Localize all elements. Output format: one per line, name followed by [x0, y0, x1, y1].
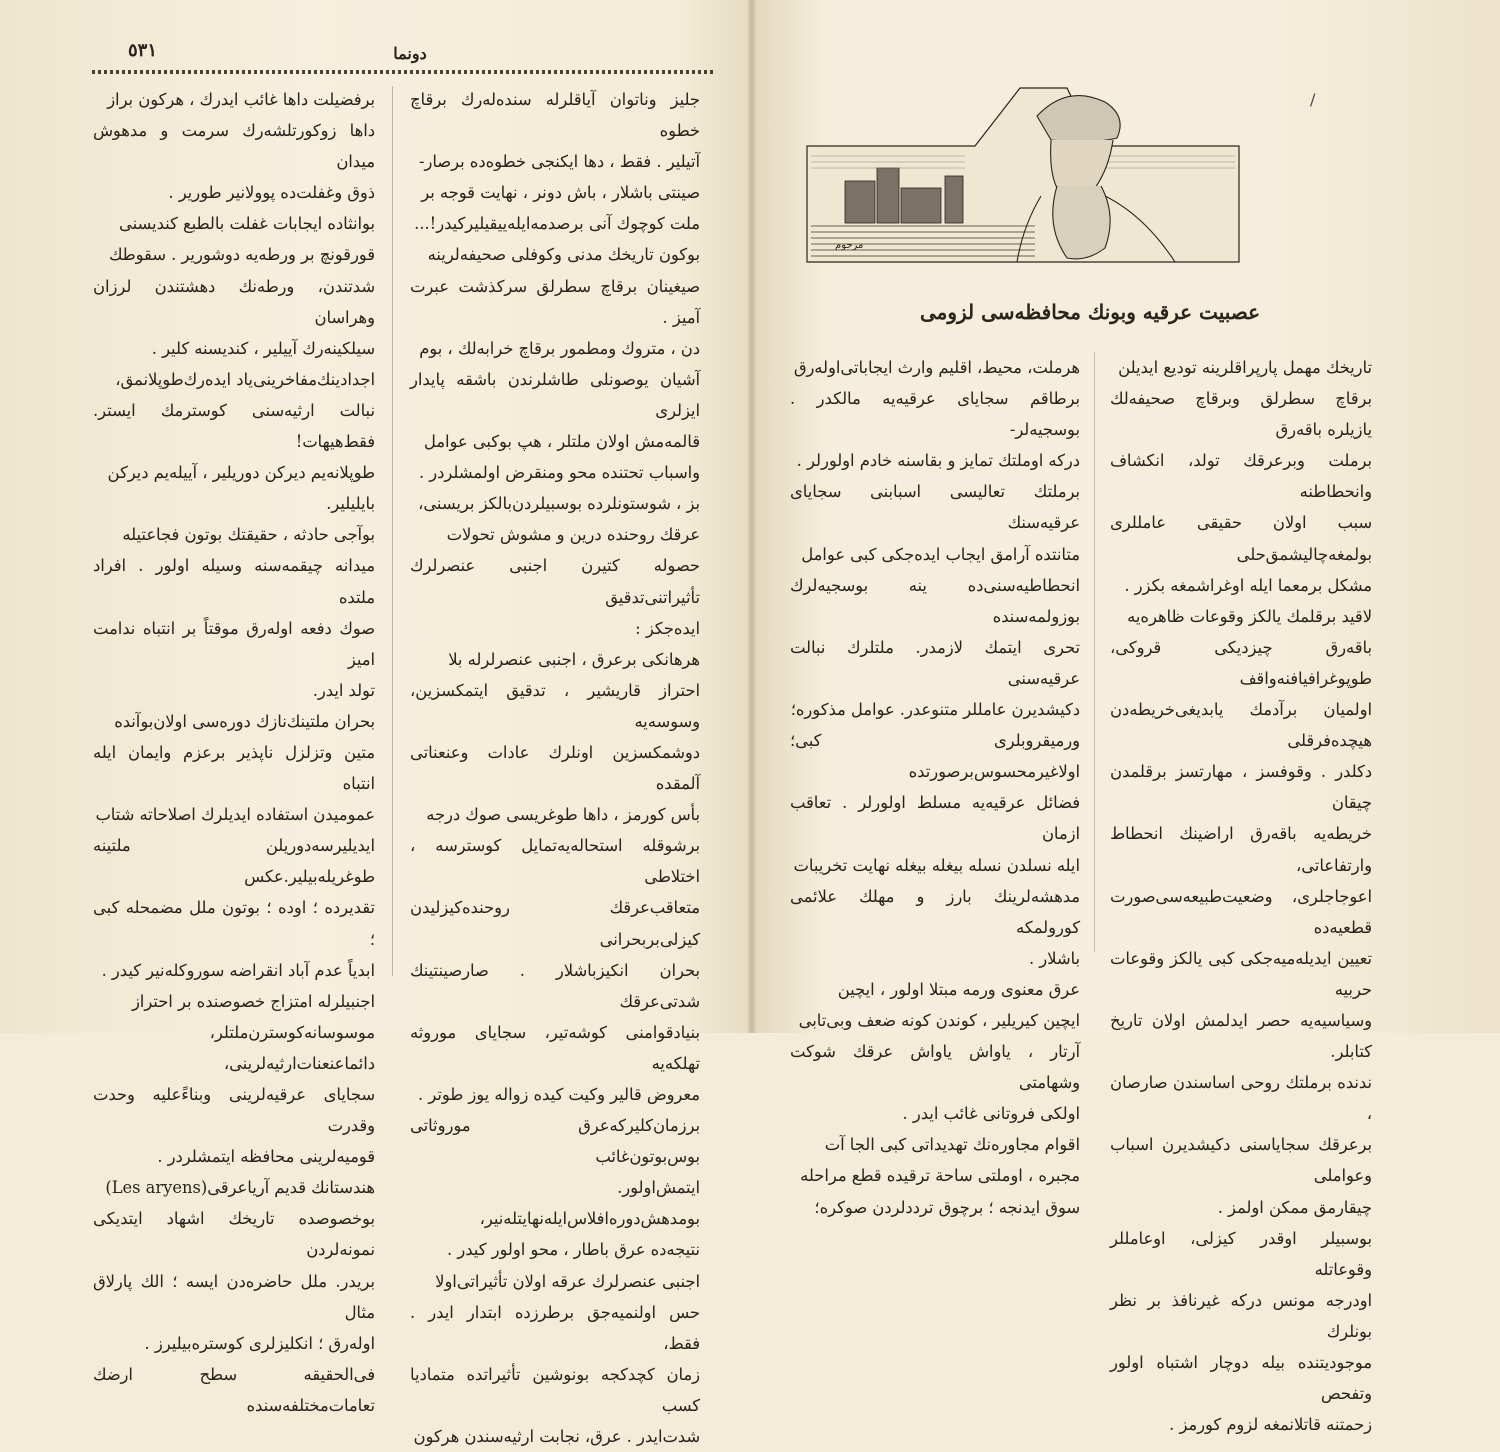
- text-line: موجوديتنده بيله دوچار اشتباه اولور وتفحص: [1110, 1353, 1372, 1404]
- text-line: احتراز قاريشير ، تدقيق ايتمكسزين، وسوسه‌يه: [410, 680, 700, 731]
- text-line: سبب اولان حقيقى عامللرى بولمغه‌چاليشمق‌حلى: [1110, 513, 1372, 564]
- text-line: خريطه‌يه باقه‌رق اراضينك انحطاط وارتفاعاتى،: [1110, 824, 1372, 875]
- text-line: بحران ملتينك‌نازك دوره‌سى اولان‌بوآنده: [114, 711, 375, 731]
- running-head: دونما: [393, 44, 427, 63]
- text-line: مدهشه‌لرينك بارز و مهلك علائمى كورولمكه: [790, 886, 1080, 937]
- illustration-signature: مرحوم: [835, 240, 864, 251]
- text-line: تعيين ايديله‌ميه‌جكى كبى يالكز وقوعات حربيه: [1110, 948, 1372, 999]
- text-line: اعوجاجلرى، وضعيت‌طبيعه‌سى‌صورت قطعيه‌ده: [1110, 886, 1372, 937]
- text-line: وسياسيه‌يه حصر ايدلمش اولان تاريخ كتابلر.: [1110, 1010, 1372, 1062]
- text-line: آتيلير . فقط ، دها ايكنجى خطوه‌ده برصار-: [418, 152, 700, 172]
- text-line: قورقونچ بر ورطه‌يه دوشورير . سقوطك: [108, 245, 375, 265]
- text-line: بوخصوصده تاريخك اشهاد ايتديكى نمونه‌لردن: [93, 1209, 375, 1260]
- text-line: اولكى فروتانى غائب ايدر .: [902, 1104, 1080, 1124]
- text-line: هندستانك قديم آرياعرقى(Les aryens): [105, 1178, 375, 1198]
- text-line: تاريخك مهمل پارپراقلرينه توديع ايديلن: [1118, 358, 1372, 377]
- column-divider: [392, 86, 393, 976]
- text-line: بوسبيلر اوقدر كيزلى، اوعامللر وقوعاتله: [1110, 1228, 1372, 1279]
- text-line: ايديليرسه‌دوريلن ملتينه طوغريله‌بيلير.عكس: [93, 836, 375, 887]
- text-line: دكلدر . وقوفسز ، مهارتسز برقلمدن چيقان: [1110, 762, 1372, 813]
- text-line: بوكون تاريخك مدنى وكوفلى صحيفه‌لرينه: [427, 245, 700, 265]
- text-line: آشيان يوصونلى طاشلرندن باشقه پايدار ايزلرى: [410, 369, 700, 420]
- text-line: بريدر. ملل حاضره‌دن ايسه ؛ الك پارلاق مثال: [93, 1271, 375, 1322]
- text-line: سوق ايدنجه ؛ برچوق ترددلردن صوكره؛: [814, 1197, 1080, 1217]
- text-line: انحطاطيه‌سنى‌ده ينه بوسجيه‌لرك بوزولمه‌سنده: [790, 575, 1080, 626]
- text-line: صيغينان برقاچ سطرلق سركذشت عبرت آميز .: [410, 276, 700, 327]
- text-line: شدتندن، ورطه‌نك دهشتندن لرزان وهراسان: [93, 276, 375, 327]
- text-line: بحران انكيزباشلار . صارصينتينك شدتى‌عرقك: [410, 960, 700, 1011]
- right-page-right-column: [1110, 352, 1372, 1440]
- text-line: متانتده آرامق ايجاب ايده‌جكى كبى عوامل: [801, 544, 1080, 564]
- text-line: اجنبيلرله امتزاج خصوصنده بر احتراز: [131, 991, 375, 1011]
- text-line: عرقك روحنده درين و مشوش تحولات: [446, 525, 700, 545]
- page-number: ٥٣١: [128, 40, 158, 61]
- text-line: نتيجه‌ده عرق باطار ، محو اولور كيدر .: [447, 1240, 700, 1260]
- text-line: عموميدن استفاده ايديلرك اصلاحاته شتاب: [95, 805, 375, 825]
- text-line: صوك دفعه اوله‌رق موقتاً بر انتباه ندامت اميز: [93, 618, 375, 669]
- text-line: فضائل عرقيه‌يه مسلط اولورلر . تعاقب ازمان: [790, 793, 1080, 844]
- text-line: مشكل برمعما ايله اوغراشمغه بكزر .: [1124, 575, 1372, 595]
- text-line: صينتى باشلار ، باش دونر ، نهايت قوجه بر: [421, 183, 700, 203]
- text-line: برقاچ سطرلق وبرقاچ صحيفه‌لك يازيلره باقه‌رق: [1110, 389, 1372, 440]
- article-title: عصبيت عرقيه وبونك محافظه‌سى لزومى: [919, 300, 1261, 324]
- text-line: زمان كچدكجه بونوشين تأثيراتده متماديا كسب: [410, 1364, 700, 1415]
- text-line: سيلكينه‌رك آييلير ، كنديسنه كلير .: [151, 338, 375, 358]
- text-line: ميدانه چيقمه‌سنه وسيله اولور . افراد ملتده: [93, 556, 375, 607]
- text-line: بنيادقوامنى كوشه‌تير، سجاياى موروثه تهلكه‌يه: [410, 1022, 700, 1073]
- text-line: اقوام مجاوره‌نك تهديداتى كبى الجا آت: [824, 1135, 1080, 1155]
- text-line: زحمتنه قاتلانمغه لزوم كورمز .: [1169, 1415, 1372, 1435]
- text-line: برطاقم سجاياى عرقيه‌يه مالكدر . بوسجيه‌لر-: [790, 389, 1080, 440]
- text-line: تحرى ايتمك لازمدر. ملتلرك نبالت عرقيه‌سنى: [790, 637, 1080, 688]
- text-line: اوله‌رق ؛ انكليزلرى كوستره‌بيليرز .: [144, 1333, 375, 1353]
- text-line: متين وتزلزل ناپذير برعزم وايمان ايله انتباه: [93, 742, 375, 794]
- text-line: بايليلير.: [326, 494, 375, 514]
- text-line: قوميه‌لرينى محافظه ايتمشلردر .: [157, 1147, 375, 1167]
- text-line: ايچين كيريلير ، كوندن كونه ضعف وبى‌تابى: [798, 1010, 1080, 1030]
- text-line: هرملت، محيط، اقليم وارث ايجاباتى‌اوله‌رق: [793, 358, 1080, 377]
- text-line: ورميقروبلرى كبى؛ اولاغيرمحسوس‌برصورتده: [790, 731, 1080, 782]
- text-line: اجدادينك‌مفاخرينى‌ياد ايده‌رك‌طوپلانمق،: [115, 369, 375, 389]
- text-line: بأس كورمز ، داها طوغريسى صوك درجه: [426, 805, 700, 825]
- latin-term: Les aryens: [111, 1178, 201, 1198]
- text-line: ندنده برملتك روحى اساسندن صارصان ،: [1110, 1073, 1372, 1124]
- text-line: ايتمش‌اولور. بومدهش‌دوره‌افلاس‌ايله‌نهايتله‌نير،: [479, 1178, 700, 1229]
- text-line: بوانثاده ايجابات غفلت بالطبع كنديسنى: [119, 214, 375, 234]
- text-line: سجاياى عرقيه‌لرينى وبناءً‌عليه وحدت وقدرت: [93, 1085, 375, 1136]
- text-line: موسوسانه‌كوسترن‌ملتلر، دائماعنعنات‌ارثيه‌لرينى،: [209, 1022, 375, 1073]
- text-line: شدت‌ايدر . عرق، نجابت ارثيه‌سندن هركون: [413, 1427, 700, 1447]
- header-illustration: [805, 76, 1241, 266]
- text-line: برملت وبرعرقك تولد، انكشاف وانحطاطنه: [1110, 451, 1372, 502]
- text-line: ايده‌جكز :: [635, 618, 700, 638]
- text-line: دوشمكسزين اونلرك عادات وعنعناتى آلمقده: [410, 742, 700, 794]
- text-line: ملت كوچوك آنى برصدمه‌ايله‌ييقيليركيدر!...: [414, 214, 700, 234]
- pencil-mark: /: [1310, 90, 1316, 109]
- text-line: تقديرده ؛ اوده ؛ بوتون ملل مضمحله كبى ؛: [93, 898, 375, 949]
- text-line: جليز وناتوان آياقلرله سنده‌له‌رك برقاچ خطوه: [410, 90, 700, 141]
- text-line: هرهانكى برعرق ، اجنبى عنصرلرله بلا: [448, 649, 700, 669]
- text-line: ابدياً عدم آباد انقراضه سوروكله‌نير كيدر .: [101, 960, 375, 980]
- text-line: بز ، شوستونلرده بوسبيلردن‌بالكز بريسنى،: [418, 494, 700, 514]
- column-divider-right: [1094, 352, 1095, 952]
- text-line: عرق معنوى ورمه مبتلا اولور ، ايچين: [837, 979, 1080, 999]
- text-line: حس اولنميه‌جق برطرزده ابتدار ايدر . فقط،: [410, 1302, 700, 1353]
- text-line: نبالت ارثيه‌سنى كوسترمك ايستر. فقط‌هيهات!: [93, 400, 375, 452]
- text-line: طوپلانه‌يم ديركن دوريلير ، آييله‌يم ديركن: [107, 463, 375, 483]
- text-line: قالمه‌مش اولان ملتلر ، هپ بوكبى عوامل: [423, 432, 700, 452]
- header-rule: [92, 70, 714, 74]
- text-line: اودرجه مونس دركه غيرنافذ بر نظر بونلرك: [1110, 1290, 1372, 1341]
- text-line: برفضيلت داها غائب ايدرك ، هركون براز: [107, 90, 375, 109]
- text-line: دكيشديرن عامللر متنوعدر. عوامل مذكوره؛: [790, 700, 1080, 720]
- right-page-left-column: [790, 352, 1080, 1223]
- text-line: دن ، متروك ومطمور برقاچ خرابه‌لك ، بوم: [419, 338, 700, 358]
- text-line: برعرقك سجاياسنى دكيشديرن اسباب وعواملى: [1110, 1135, 1372, 1186]
- text-line: برشوقله استحاله‌يه‌تمايل كوسترسه ، اختلاطى: [410, 836, 700, 887]
- text-line: برملتك تعاليسى اسبابنى سجاياى عرقيه‌سنك: [790, 482, 1080, 533]
- text-line: اجنبى عنصرلرك عرقه اولان تأثيراتى‌اولا: [435, 1271, 700, 1291]
- text-line: مجبره ، اوملتى ساحة ترقيده قطع مراحله: [800, 1166, 1080, 1186]
- left-page-right-column: [410, 84, 700, 1452]
- text-line: تولد ايدر.: [312, 680, 375, 700]
- text-line: دركه اوملتك تمايز و بقاسنه خادم اولورلر .: [796, 451, 1080, 471]
- text-line: داها زوكورتلشه‌رك سرمت و مدهوش ميدان: [93, 121, 375, 172]
- text-line: ذوق وغفلت‌ده پوولانير طورير .: [168, 183, 375, 203]
- book-gutter: [748, 0, 756, 1033]
- text-line: معروض قالير وكيت كيده زواله يوز طوتر .: [418, 1085, 700, 1104]
- text-line: بوآجى حادثه ، حقيقتك بوتون فجاعتيله: [122, 525, 375, 545]
- text-line: فى‌الحقيقه سطح ارضك تعامات‌مختلفه‌سنده: [93, 1364, 375, 1415]
- text-line: متعاقب‌عرقك روحنده‌كيزليدن كيزلى‌بر‌بحرانى: [410, 898, 700, 949]
- text-line: باشلار .: [1028, 948, 1080, 968]
- text-line: برزمان‌كلير‌كه‌عرق موروثاتى بوس‌بوتون‌غائب: [410, 1116, 700, 1167]
- left-page-left-column: [93, 84, 375, 1421]
- text-line: اولميان برآدمك يابديغى‌خريطه‌دن هيچده‌فرقلى: [1110, 700, 1372, 751]
- text-line: چيقارمق ممكن اولمز .: [1217, 1197, 1372, 1217]
- text-line: باقه‌رق چيزديكى قروكى، طوپوغرافيافنه‌واقف: [1110, 637, 1372, 688]
- text-line: آرتار ، ياواش ياواش عرقك شوكت وشهامتى: [790, 1042, 1080, 1093]
- text-line: واسباب تحتنده محو ومنقرض اولمشلردر .: [418, 463, 700, 483]
- paren-close: ): [105, 1178, 112, 1198]
- text-line: حصوله كتيرن اجنبى عنصرلرك تأثيراتنى‌تدقيق: [410, 556, 700, 607]
- text-line: لاقيد برقلمك يالكز وقوعات ظاهره‌يه: [1127, 606, 1372, 626]
- text-line: ايله نسلدن نسله بيغله بيغله نهايت تخريبات: [793, 855, 1080, 875]
